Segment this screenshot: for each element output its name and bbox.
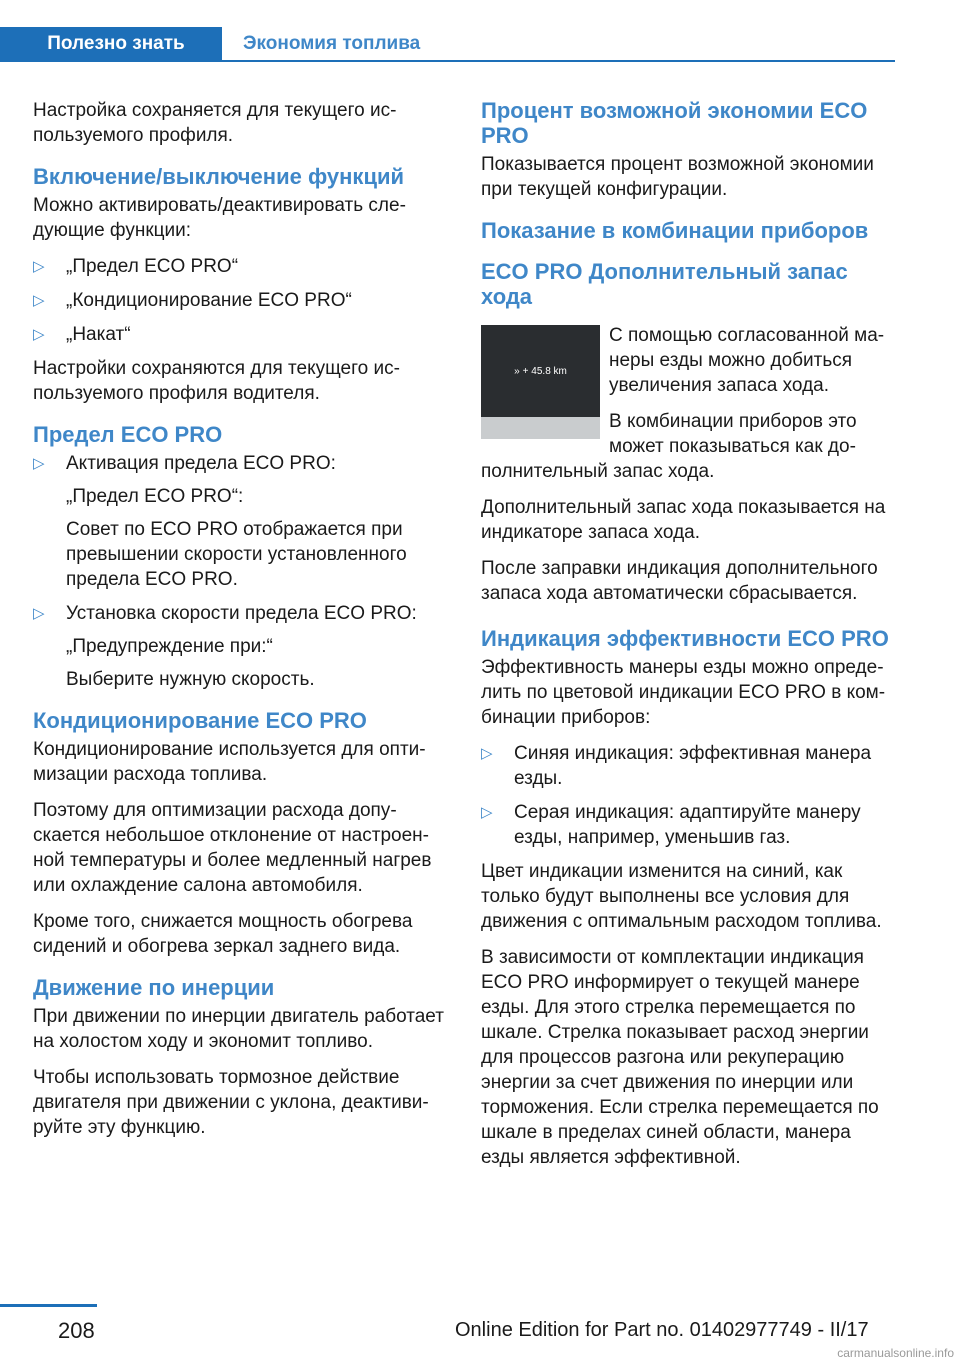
triangle-right-icon: ▷ bbox=[33, 605, 45, 622]
intro-paragraph: Настройка сохраняется для текущего используемого профиля. bbox=[33, 100, 397, 146]
coasting-paragraph-2: Чтобы использовать тормозное действие двигателя при движении с уклона, деактивируйте эту функцию. bbox=[33, 1067, 429, 1138]
functions-list bbox=[33, 254, 448, 347]
efficiency-paragraph-2: Цвет индикации изменится на синий, как только будут выполнены все условия для движения с оптимальным расходом топлива. bbox=[481, 861, 882, 932]
list-item-text: „Накат“ bbox=[66, 324, 131, 345]
list-item bbox=[33, 254, 448, 279]
watermark: carmanualsonline.info bbox=[837, 1346, 954, 1360]
list-item bbox=[33, 322, 448, 347]
list-item bbox=[481, 741, 896, 791]
page-number: 208 bbox=[58, 1318, 95, 1343]
climate-paragraph-2: Поэтому для оптимизации расхода допускается небольшое отклонение от настроенной температуры и более медленный нагрев или охлаждение салона автомобиля. bbox=[33, 800, 432, 896]
footer-divider bbox=[0, 1304, 97, 1307]
range-paragraph-3: Дополнительный запас хода показывается на индикаторе запаса хода. bbox=[481, 497, 886, 543]
list-item-subtext: „Предел ECO PRO“: bbox=[66, 486, 244, 507]
list-item-subtext: Выберите нужную скорость. bbox=[66, 669, 315, 690]
extra-range-block bbox=[481, 323, 896, 495]
functions-paragraph: Можно активировать/деактивировать следующие функции: bbox=[33, 195, 406, 241]
triangle-right-icon: ▷ bbox=[33, 258, 45, 275]
cluster-display bbox=[481, 325, 600, 417]
heading-functions: Включение/выключение функций bbox=[33, 164, 405, 189]
list-item-text: „Кондиционирование ECO PRO“ bbox=[66, 290, 352, 311]
header-tabs bbox=[0, 27, 895, 62]
instrument-cluster-image bbox=[481, 325, 600, 439]
heading-extra-range: ECO PRO Дополнительный запас хода bbox=[481, 259, 848, 309]
double-chevron-right-icon: » bbox=[514, 365, 520, 377]
list-item bbox=[33, 451, 448, 592]
list-item-text: „Предел ECO PRO“ bbox=[66, 256, 239, 277]
extra-range-readout: + 45.8 km bbox=[522, 365, 567, 377]
saved-paragraph: Настройки сохраняются для текущего используемого профиля водителя. bbox=[33, 358, 400, 404]
list-item-text: Установка скорости предела ECO PRO: bbox=[66, 603, 417, 624]
tab-useful-info[interactable]: Полезно знать bbox=[0, 27, 222, 60]
triangle-right-icon: ▷ bbox=[33, 326, 45, 343]
heading-efficiency: Индикация эффективности ECO PRO bbox=[481, 626, 889, 651]
climate-paragraph-1: Кондиционирование используется для оптимизации расхода топлива. bbox=[33, 739, 426, 785]
list-item-text: Синяя индикация: эффективная манера езды. bbox=[514, 743, 872, 789]
triangle-right-icon: ▷ bbox=[481, 745, 493, 762]
coasting-paragraph-1: При движении по инерции двигатель работает на холостом ходу и экономит топливо. bbox=[33, 1006, 444, 1052]
header-divider bbox=[0, 60, 895, 62]
climate-paragraph-3: Кроме того, снижается мощность обогрева сидений и обогрева зеркал заднего вида. bbox=[33, 911, 413, 957]
list-item-subtext: Совет по ECO PRO отображается при превышении скорости установленного предела ECO PRO. bbox=[66, 519, 407, 590]
list-item-text: Серая индикация: адаптируйте манеру езды, например, уменьшив газ. bbox=[514, 802, 861, 848]
efficiency-paragraph-1: Эффективность манеры езды можно определить по цветовой индикации ECO PRO в комбинации приборов: bbox=[481, 657, 886, 728]
list-item bbox=[33, 288, 448, 313]
heading-eco-limit: Предел ECO PRO bbox=[33, 422, 223, 447]
efficiency-paragraph-3: В зависимости от комплектации индикация ECO PRO информирует о текущей манере езды. Для этого стрелка перемещается по шкале. Стрелка показывает расход энергии для процессов разгона или рекуперацию энергии за счет движения по инерции или торможения. Если стрелка перемещается по шкале в пределах синей области, манера езды является эффективной. bbox=[481, 947, 879, 1168]
triangle-right-icon: ▷ bbox=[33, 292, 45, 309]
left-column bbox=[33, 98, 448, 1151]
limit-list bbox=[33, 451, 448, 692]
range-paragraph-4: После заправки индикация дополнительного запаса хода автоматически сбрасывается. bbox=[481, 558, 878, 604]
list-item bbox=[33, 601, 448, 692]
tab-fuel-economy[interactable]: Экономия топлива bbox=[243, 32, 421, 54]
list-item-subtext: „Предупреждение при:“ bbox=[66, 636, 273, 657]
triangle-right-icon: ▷ bbox=[481, 804, 493, 821]
list-item bbox=[481, 800, 896, 850]
heading-savings-percent: Процент возможной экономии ECO PRO bbox=[481, 98, 868, 148]
heading-coasting: Движение по инерции bbox=[33, 975, 275, 1000]
heading-instrument-cluster: Показание в комбинации приборов bbox=[481, 218, 869, 243]
right-column bbox=[481, 98, 896, 1181]
edition-line: Online Edition for Part no. 01402977749 - II/17 bbox=[455, 1319, 869, 1341]
triangle-right-icon: ▷ bbox=[33, 455, 45, 472]
list-item-text: Активация предела ECO PRO: bbox=[66, 453, 336, 474]
range-paragraph-1: С помощью согласованной манеры езды можно добиться увеличения запаса хода. bbox=[609, 325, 885, 396]
savings-paragraph: Показывается процент возможной экономии при текущей конфигурации. bbox=[481, 154, 874, 200]
efficiency-list bbox=[481, 741, 896, 850]
range-paragraph-2: В комбинации приборов это может показываться как дополнительный запас хода. bbox=[481, 411, 857, 482]
heading-eco-climate: Кондиционирование ECO PRO bbox=[33, 708, 367, 733]
